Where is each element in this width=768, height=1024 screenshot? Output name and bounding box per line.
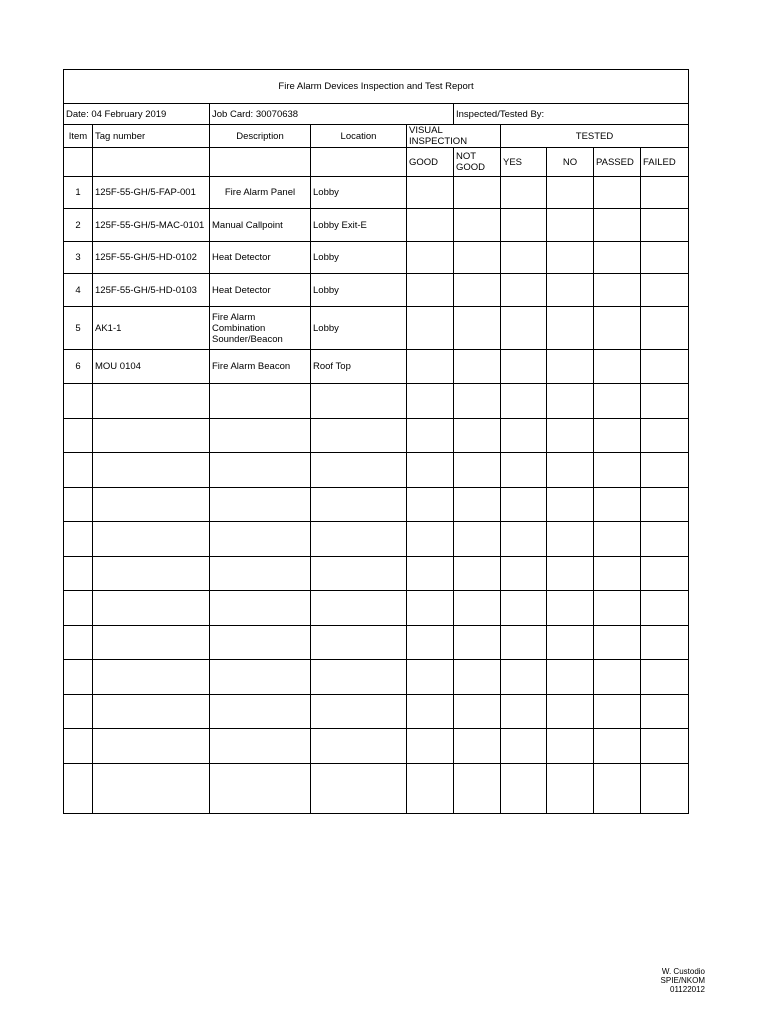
good-cell: [407, 350, 454, 384]
location-cell: Lobby: [311, 307, 407, 350]
empty-row: [64, 626, 689, 660]
empty-row: [64, 419, 689, 453]
tag-cell: AK1-1: [93, 307, 210, 350]
empty-row: [64, 591, 689, 626]
no-cell: [547, 177, 594, 209]
failed-cell: [641, 209, 689, 242]
blank-header-cell: [311, 148, 407, 177]
failed-cell: [641, 177, 689, 209]
no-cell: [547, 274, 594, 307]
location-cell: Lobby: [311, 177, 407, 209]
item-cell: 2: [64, 209, 93, 242]
table-row: [64, 274, 689, 307]
yes-cell: [501, 274, 547, 307]
passed-cell: [594, 350, 641, 384]
empty-row: [64, 488, 689, 522]
good-header: GOOD: [407, 148, 454, 177]
passed-cell: [594, 177, 641, 209]
not-good-cell: [454, 177, 501, 209]
header-row-1: [64, 125, 689, 148]
item-cell: 1: [64, 177, 93, 209]
passed-cell: [594, 274, 641, 307]
header-row-2: [64, 148, 689, 177]
passed-cell: [594, 307, 641, 350]
description-cell: Fire Alarm Beacon: [210, 350, 311, 384]
info-row: [64, 104, 689, 125]
table-row: [64, 307, 689, 350]
signature-company: SPIE/NKOM: [660, 976, 705, 985]
no-cell: [547, 242, 594, 274]
empty-row: [64, 384, 689, 419]
location-cell: Lobby: [311, 242, 407, 274]
item-cell: 3: [64, 242, 93, 274]
yes-cell: [501, 177, 547, 209]
tag-cell: MOU 0104: [93, 350, 210, 384]
yes-cell: [501, 242, 547, 274]
job-card-field: Job Card: 30070638: [210, 104, 454, 125]
not-good-cell: [454, 209, 501, 242]
description-cell: Manual Callpoint: [210, 209, 311, 242]
tag-cell: 125F-55-GH/5-MAC-0101: [93, 209, 210, 242]
location-cell: Lobby: [311, 274, 407, 307]
item-cell: 4: [64, 274, 93, 307]
empty-row: [64, 557, 689, 591]
title-row: [64, 70, 689, 104]
description-header: Description: [210, 125, 311, 148]
empty-row: [64, 695, 689, 729]
tag-cell: 125F-55-GH/5-HD-0102: [93, 242, 210, 274]
item-cell: 6: [64, 350, 93, 384]
description-cell: Heat Detector: [210, 242, 311, 274]
no-cell: [547, 209, 594, 242]
not-good-cell: [454, 274, 501, 307]
blank-header-cell: [64, 148, 93, 177]
good-cell: [407, 307, 454, 350]
item-cell: 5: [64, 307, 93, 350]
inspected-by-field: Inspected/Tested By:: [454, 104, 689, 125]
inspection-report-table: [63, 69, 689, 814]
tested-header: TESTED: [501, 125, 689, 148]
empty-row: [64, 522, 689, 557]
blank-header-cell: [93, 148, 210, 177]
location-header: Location: [311, 125, 407, 148]
good-cell: [407, 209, 454, 242]
no-header: NO: [547, 148, 594, 177]
report-title: Fire Alarm Devices Inspection and Test Report: [64, 70, 689, 104]
visual-inspection-header: VISUAL INSPECTION: [407, 125, 501, 148]
empty-row: [64, 764, 689, 814]
yes-header: YES: [501, 148, 547, 177]
yes-cell: [501, 350, 547, 384]
not-good-cell: [454, 242, 501, 274]
signature-name: W. Custodio: [661, 967, 705, 976]
yes-cell: [501, 307, 547, 350]
passed-header: PASSED: [594, 148, 641, 177]
no-cell: [547, 307, 594, 350]
signature-block: [661, 967, 705, 994]
no-cell: [547, 350, 594, 384]
failed-cell: [641, 350, 689, 384]
signature-code: 01122012: [670, 985, 705, 994]
not-good-header: NOT GOOD: [454, 148, 501, 177]
table-row: [64, 242, 689, 274]
description-cell: Fire Alarm Combination Sounder/Beacon: [210, 307, 311, 350]
not-good-cell: [454, 307, 501, 350]
tag-cell: 125F-55-GH/5-FAP-001: [93, 177, 210, 209]
table-row: [64, 177, 689, 209]
tag-cell: 125F-55-GH/5-HD-0103: [93, 274, 210, 307]
table-row: [64, 209, 689, 242]
passed-cell: [594, 209, 641, 242]
location-cell: Roof Top: [311, 350, 407, 384]
failed-header: FAILED: [641, 148, 689, 177]
description-cell: Fire Alarm Panel: [210, 177, 311, 209]
yes-cell: [501, 209, 547, 242]
empty-row: [64, 660, 689, 695]
failed-cell: [641, 242, 689, 274]
location-cell: Lobby Exit-E: [311, 209, 407, 242]
empty-row: [64, 453, 689, 488]
description-cell: Heat Detector: [210, 274, 311, 307]
tag-number-header: Tag number: [93, 125, 210, 148]
empty-row: [64, 729, 689, 764]
good-cell: [407, 242, 454, 274]
not-good-cell: [454, 350, 501, 384]
passed-cell: [594, 242, 641, 274]
table-row: [64, 350, 689, 384]
date-field: Date: 04 February 2019: [64, 104, 210, 125]
item-header: Item: [64, 125, 93, 148]
failed-cell: [641, 274, 689, 307]
blank-header-cell: [210, 148, 311, 177]
failed-cell: [641, 307, 689, 350]
good-cell: [407, 177, 454, 209]
good-cell: [407, 274, 454, 307]
